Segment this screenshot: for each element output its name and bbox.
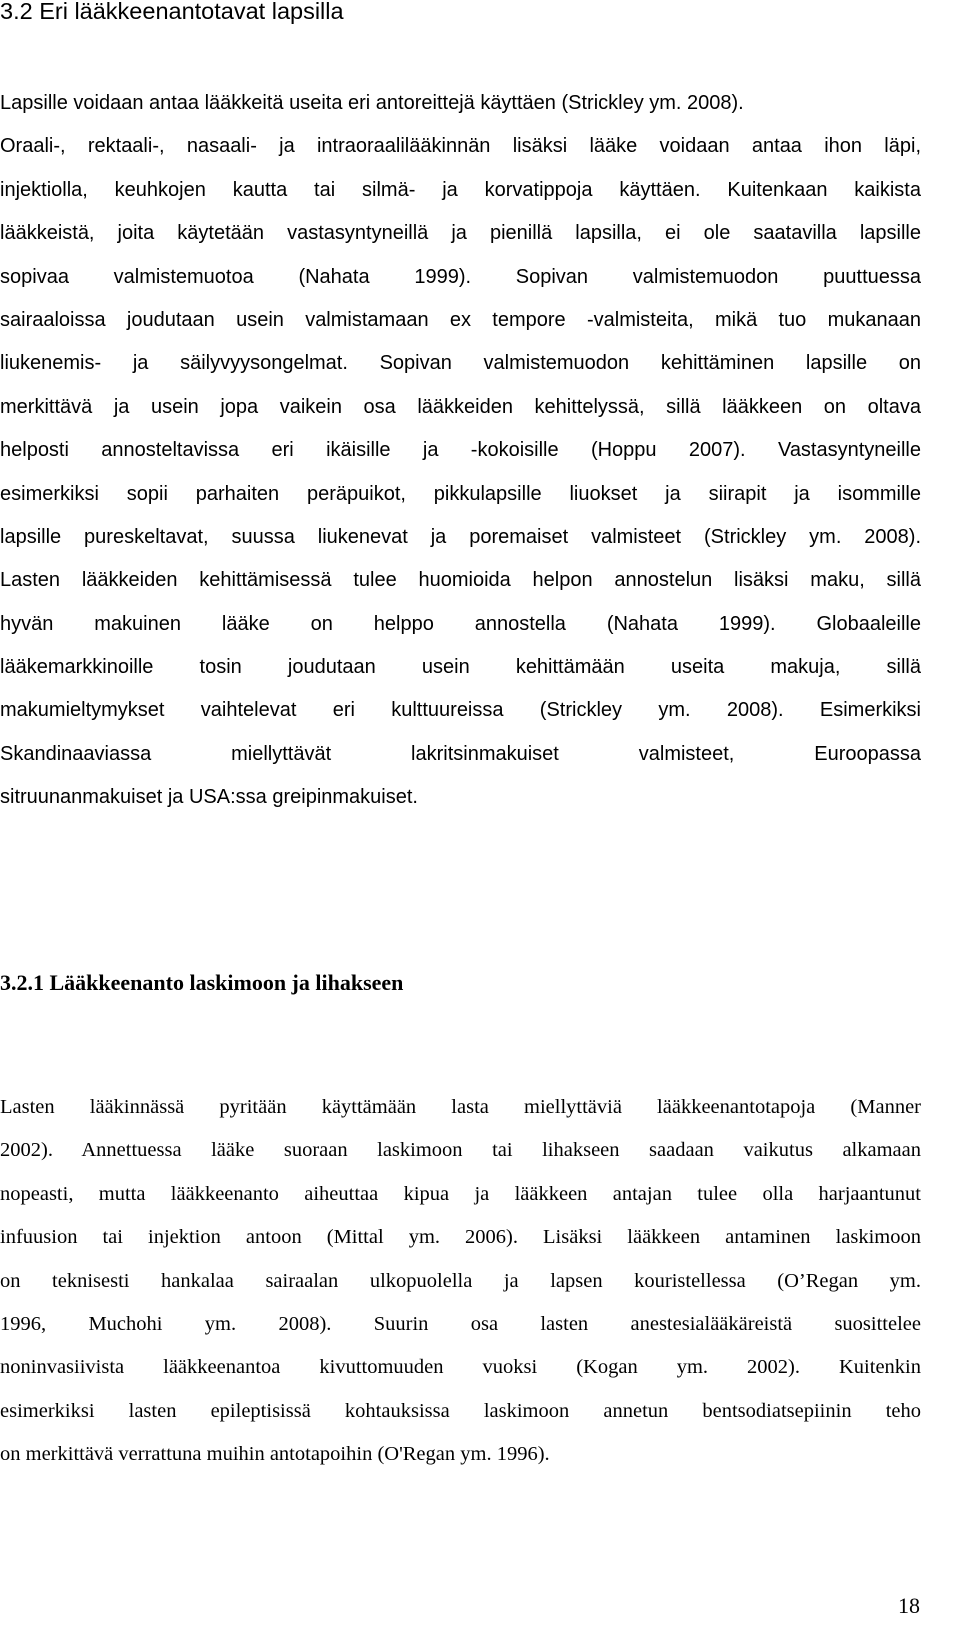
text-line: Lasten lääkkeiden kehittämisessä tulee huomioida helpon annostelun lisäksi maku, sillä	[0, 569, 921, 592]
page-number: 18	[898, 1593, 920, 1618]
subsection-heading: 3.2.1 Lääkkeenanto laskimoon ja lihakseen	[0, 970, 404, 995]
text-line: Skandinaaviassa miellyttävät lakritsinmakuiset valmisteet, Euroopassa	[0, 742, 921, 765]
text-line: helposti annosteltavissa eri ikäisille ja -kokoisille (Hoppu 2007). Vastasyntyneille	[0, 439, 921, 462]
section-heading: 3.2 Eri lääkkeenantotavat lapsilla	[0, 0, 344, 24]
text-line: infuusion tai injektion antoon (Mittal ym. 2006). Lisäksi lääkkeen antaminen laskimoon	[0, 1226, 921, 1249]
text-line: Lasten lääkinnässä pyritään käyttämään lasta miellyttäviä lääkkeenantotapoja (Manner	[0, 1096, 921, 1118]
text-line: sopivaa valmistemuotoa (Nahata 1999). Sopivan valmistemuodon puuttuessa	[0, 265, 921, 288]
text-line: Oraali-, rektaali-, nasaali- ja intraoraalilääkinnän lisäksi lääke voidaan antaa ihon läpi,	[0, 135, 921, 158]
text-line: on teknisesti hankalaa sairaalan ulkopuolella ja lapsen kouristellessa (O’Regan ym.	[0, 1269, 921, 1292]
text-line: on merkittävä verrattuna muihin antotapoihin (O'Regan ym. 1996).	[0, 1443, 550, 1466]
text-line: injektiolla, keuhkojen kautta tai silmä- ja korvatippoja käyttäen. Kuitenkaan kaikista	[0, 178, 921, 201]
text-line: lääkkeistä, joita käytetään vastasyntyneillä ja pienillä lapsilla, ei ole saatavilla lapsille	[0, 222, 921, 245]
text-line: esimerkiksi lasten epileptisissä kohtauksissa laskimoon annetun bentsodiatsepiinin teho	[0, 1399, 921, 1422]
paragraph-route-overview	[0, 82, 921, 820]
text-line: 2002). Annettuessa lääke suoraan laskimoon tai lihakseen saadaan vaikutus alkamaan	[0, 1139, 921, 1162]
text-line: merkittävä ja usein jopa vaikein osa lääkkeiden kehittelyssä, sillä lääkkeen on oltava	[0, 395, 921, 418]
text-line: esimerkiksi sopii parhaiten peräpuikot, pikkulapsille liuokset ja siirapit ja isommille	[0, 482, 921, 505]
text-line: hyvän makuinen lääke on helppo annostella (Nahata 1999). Globaaleille	[0, 612, 921, 635]
text-line: sairaaloissa joudutaan usein valmistamaan ex tempore -valmisteita, mikä tuo mukanaan	[0, 308, 921, 331]
text-line: sitruunanmakuiset ja USA:ssa greipinmakuiset.	[0, 786, 418, 809]
text-line: makumieltymykset vaihtelevat eri kulttuureissa (Strickley ym. 2008). Esimerkiksi	[0, 699, 921, 722]
text-line: 1996, Muchohi ym. 2008). Suurin osa lasten anestesialääkäreistä suosittelee	[0, 1312, 921, 1335]
text-line: lapsille pureskeltavat, suussa liukenevat ja poremaiset valmisteet (Strickley ym. 2008).	[0, 525, 921, 548]
paragraph-iv-im-administration	[0, 1086, 921, 1477]
text-line: nopeasti, mutta lääkkeenanto aiheuttaa kipua ja lääkkeen antajan tulee olla harjaantunut	[0, 1182, 921, 1205]
text-line: liukenemis- ja säilyvyysongelmat. Sopivan valmistemuodon kehittäminen lapsille on	[0, 352, 921, 375]
text-line: lääkemarkkinoille tosin joudutaan usein kehittämään useita makuja, sillä	[0, 656, 921, 679]
text-line: noninvasiivista lääkkeenantoa kivuttomuuden vuoksi (Kogan ym. 2002). Kuitenkin	[0, 1356, 921, 1379]
text-line: Lapsille voidaan antaa lääkkeitä useita eri antoreittejä käyttäen (Strickley ym. 2008).	[0, 92, 744, 114]
